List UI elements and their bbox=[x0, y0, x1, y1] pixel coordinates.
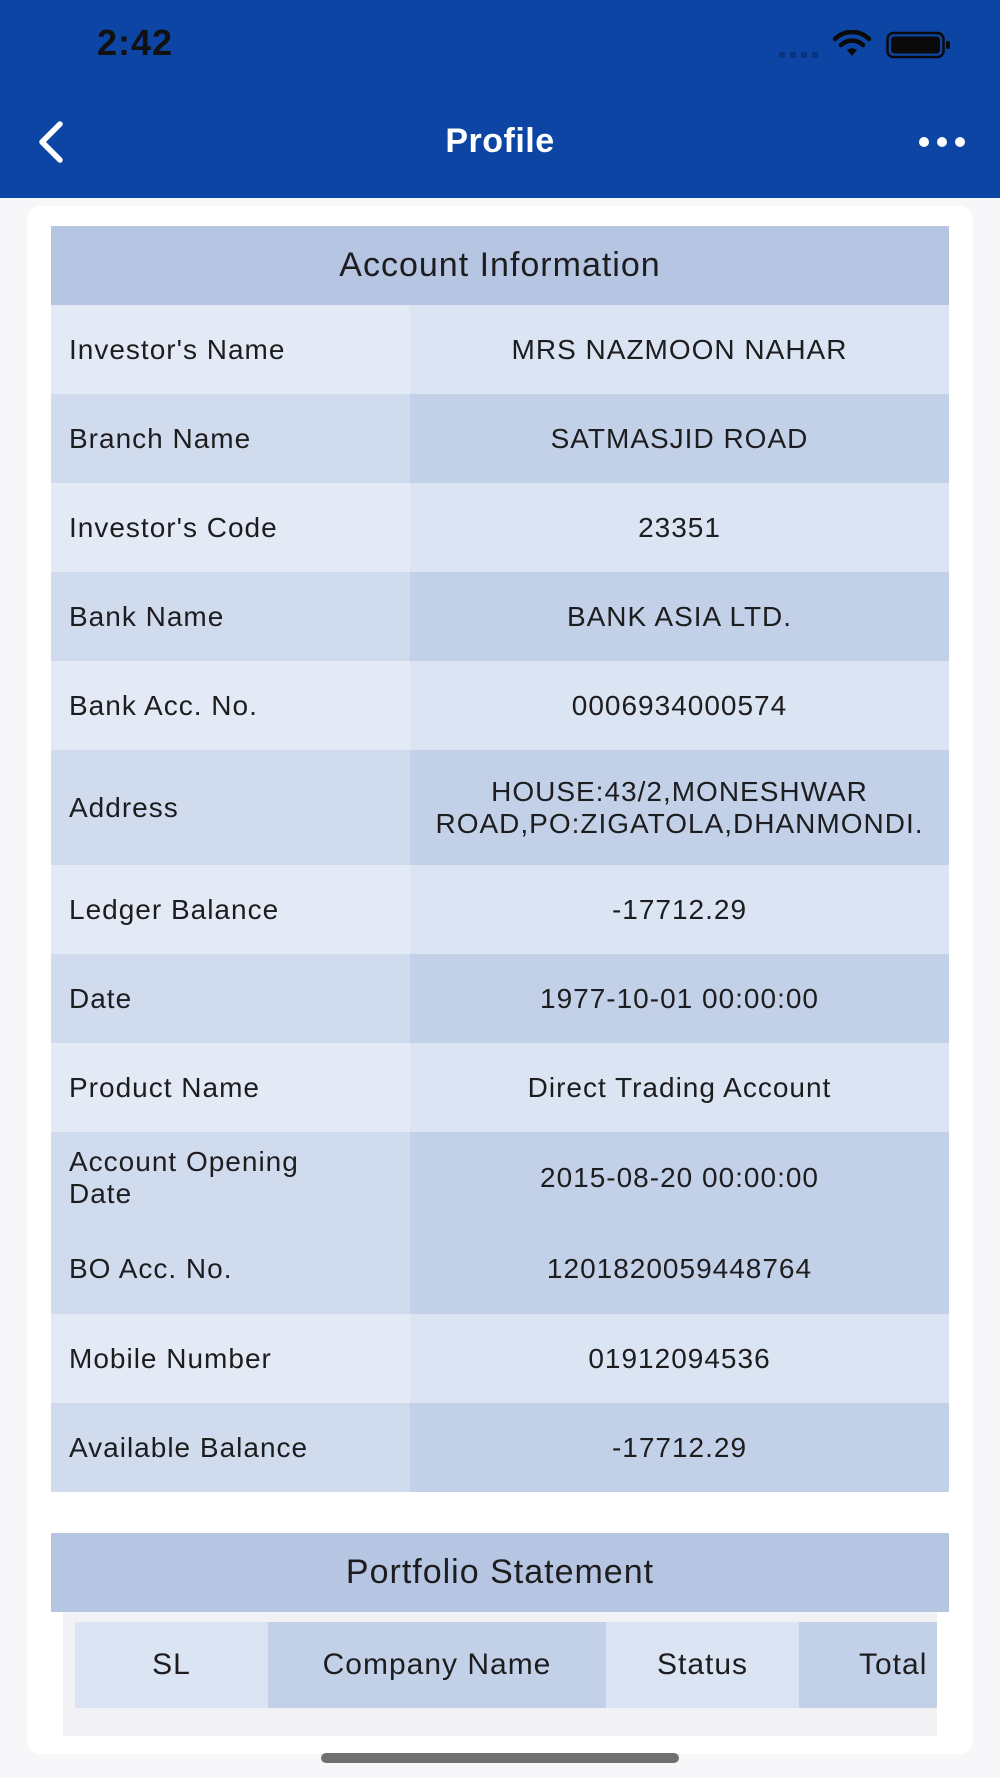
app-header bbox=[0, 0, 1000, 198]
table-row bbox=[51, 865, 949, 954]
column-header-total[interactable]: Total bbox=[799, 1622, 937, 1708]
row-value: MRS NAZMOON NAHAR bbox=[410, 305, 949, 394]
column-header-status[interactable]: Status bbox=[606, 1622, 799, 1708]
table-row bbox=[51, 954, 949, 1043]
row-label: Investor's Code bbox=[51, 483, 410, 572]
row-value: 0006934000574 bbox=[410, 661, 949, 750]
status-icons bbox=[779, 30, 952, 60]
row-value: 23351 bbox=[410, 483, 949, 572]
portfolio-table[interactable] bbox=[63, 1612, 937, 1736]
row-value: 2015-08-20 00:00:00 bbox=[410, 1132, 949, 1224]
table-row bbox=[51, 394, 949, 483]
account-information-title: Account Information bbox=[51, 226, 949, 305]
home-indicator[interactable] bbox=[321, 1753, 679, 1763]
row-label: Product Name bbox=[51, 1043, 410, 1132]
table-row bbox=[51, 1403, 949, 1492]
page-title: Profile bbox=[445, 122, 555, 160]
row-label: Account Opening Date bbox=[51, 1132, 410, 1224]
row-value: HOUSE:43/2,MONESHWAR ROAD,PO:ZIGATOLA,DHANMONDI. bbox=[410, 750, 949, 865]
row-value: -17712.29 bbox=[410, 1403, 949, 1492]
column-header-sl[interactable]: SL bbox=[75, 1622, 268, 1708]
account-information-table bbox=[51, 305, 949, 1492]
row-value: SATMASJID ROAD bbox=[410, 394, 949, 483]
table-row bbox=[51, 1132, 949, 1224]
row-label: Branch Name bbox=[51, 394, 410, 483]
table-row bbox=[51, 1043, 949, 1132]
more-options-button[interactable] bbox=[914, 126, 970, 158]
table-row bbox=[51, 572, 949, 661]
table-row bbox=[51, 1224, 949, 1314]
row-value: BANK ASIA LTD. bbox=[410, 572, 949, 661]
row-label: Bank Acc. No. bbox=[51, 661, 410, 750]
row-value: 1977-10-01 00:00:00 bbox=[410, 954, 949, 1043]
portfolio-header-row bbox=[75, 1622, 937, 1708]
portfolio-statement-title: Portfolio Statement bbox=[51, 1533, 949, 1612]
wifi-icon bbox=[832, 30, 872, 60]
status-time: 2:42 bbox=[97, 22, 174, 63]
more-horizontal-icon bbox=[914, 126, 970, 158]
row-label: Mobile Number bbox=[51, 1314, 410, 1403]
row-label: BO Acc. No. bbox=[51, 1224, 410, 1314]
table-row bbox=[51, 1314, 949, 1403]
table-row bbox=[51, 661, 949, 750]
row-label: Ledger Balance bbox=[51, 865, 410, 954]
row-label: Available Balance bbox=[51, 1403, 410, 1492]
column-header-company-name[interactable]: Company Name bbox=[268, 1622, 606, 1708]
table-row bbox=[51, 305, 949, 394]
battery-icon bbox=[886, 30, 952, 60]
table-row bbox=[51, 750, 949, 865]
row-value: 1201820059448764 bbox=[410, 1224, 949, 1314]
table-row bbox=[51, 483, 949, 572]
row-label: Investor's Name bbox=[51, 305, 410, 394]
row-value: Direct Trading Account bbox=[410, 1043, 949, 1132]
row-label: Address bbox=[51, 750, 410, 865]
row-value: 01912094536 bbox=[410, 1314, 949, 1403]
cellular-signal-icon bbox=[779, 32, 818, 58]
row-label: Date bbox=[51, 954, 410, 1043]
row-value: -17712.29 bbox=[410, 865, 949, 954]
row-label: Bank Name bbox=[51, 572, 410, 661]
